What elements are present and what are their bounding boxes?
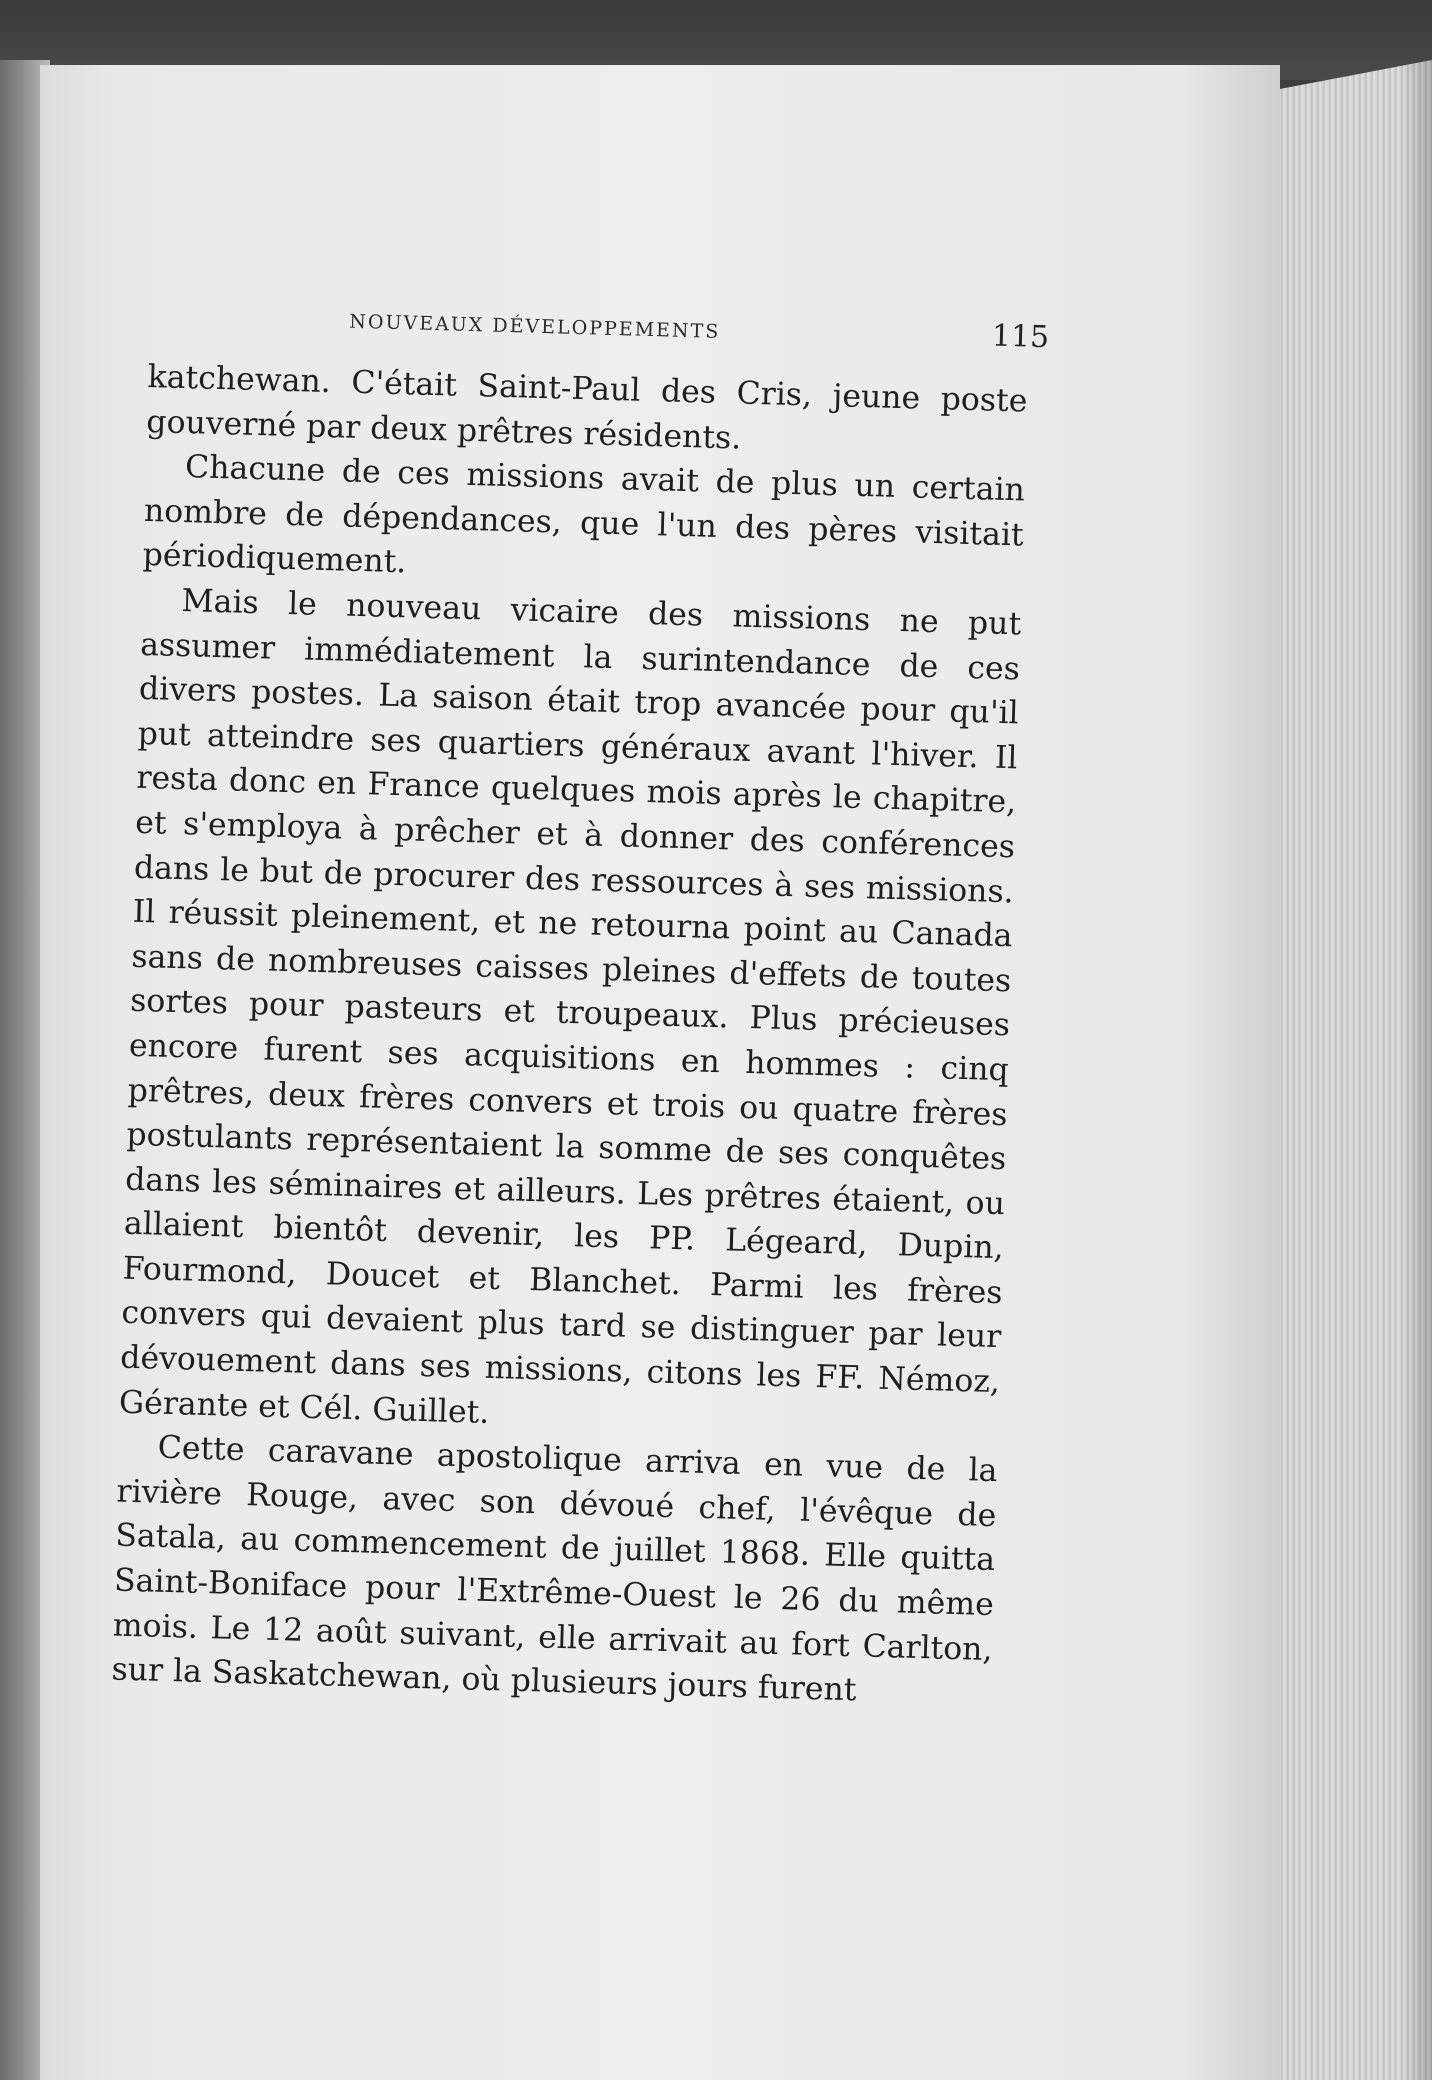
page-content xyxy=(111,295,1050,1717)
page-number: 115 xyxy=(991,318,1050,356)
paragraph-1: katchewan. C'était Saint-Paul des Cris, jeune poste gouverné par deux prêtres résidents. xyxy=(145,358,1028,457)
paragraph-3: Mais le nouveau vicaire des missions ne put assumer immédiatement la surintendance de ces divers postes. La saison était trop avancée pour qu'il put atteindre ses quartiers généraux avant l'hiver. Il resta donc en France quelques mois après le chapitre, et s'employa à prêcher et à donner des conférences dans le but de procurer des ressources à ses missions. Il réussit pleinement, et ne retourna point au Canada sans de nombreuses caisses pleines d'effets de toutes sortes pour pasteurs et troupeaux. Plus précieuses encore furent ses acquisitions en hommes : cinq prêtres, deux frères convers et trois ou quatre frères postulants représentaient la somme de ses conquêtes dans les séminaires et ailleurs. Les prêtres étaient, ou allaient bientôt devenir, les PP. Légeard, Dupin, Fourmond, Doucet et Blanchet. Parmi les frères convers qui devaient plus tard se distinguer par leur dévouement dans ses missions, citons les FF. Némoz, Gérante et Cél. Guillet. xyxy=(118,582,1022,1431)
body-text xyxy=(111,355,1028,1717)
book-page xyxy=(40,65,1280,2080)
running-title: NOUVEAUX DÉVELOPPEMENTS xyxy=(349,310,721,343)
paragraph-4: Cette caravane apostolique arriva en vue de la rivière Rouge, avec son dévoué chef, l'évêque de Satala, au commencement de juillet 1868. Elle quitta Saint-Boniface pour l'Extrême-Ouest le 26 du même mois. Le 12 août suivant, elle arrivait au fort Carlton, sur la Saskatchewan, où plusieurs jours furent xyxy=(111,1429,998,1709)
paragraph-2: Chacune de ces missions avait de plus un certain nombre de dépendances, que l'un des pères visitait périodiquement. xyxy=(142,449,1026,581)
